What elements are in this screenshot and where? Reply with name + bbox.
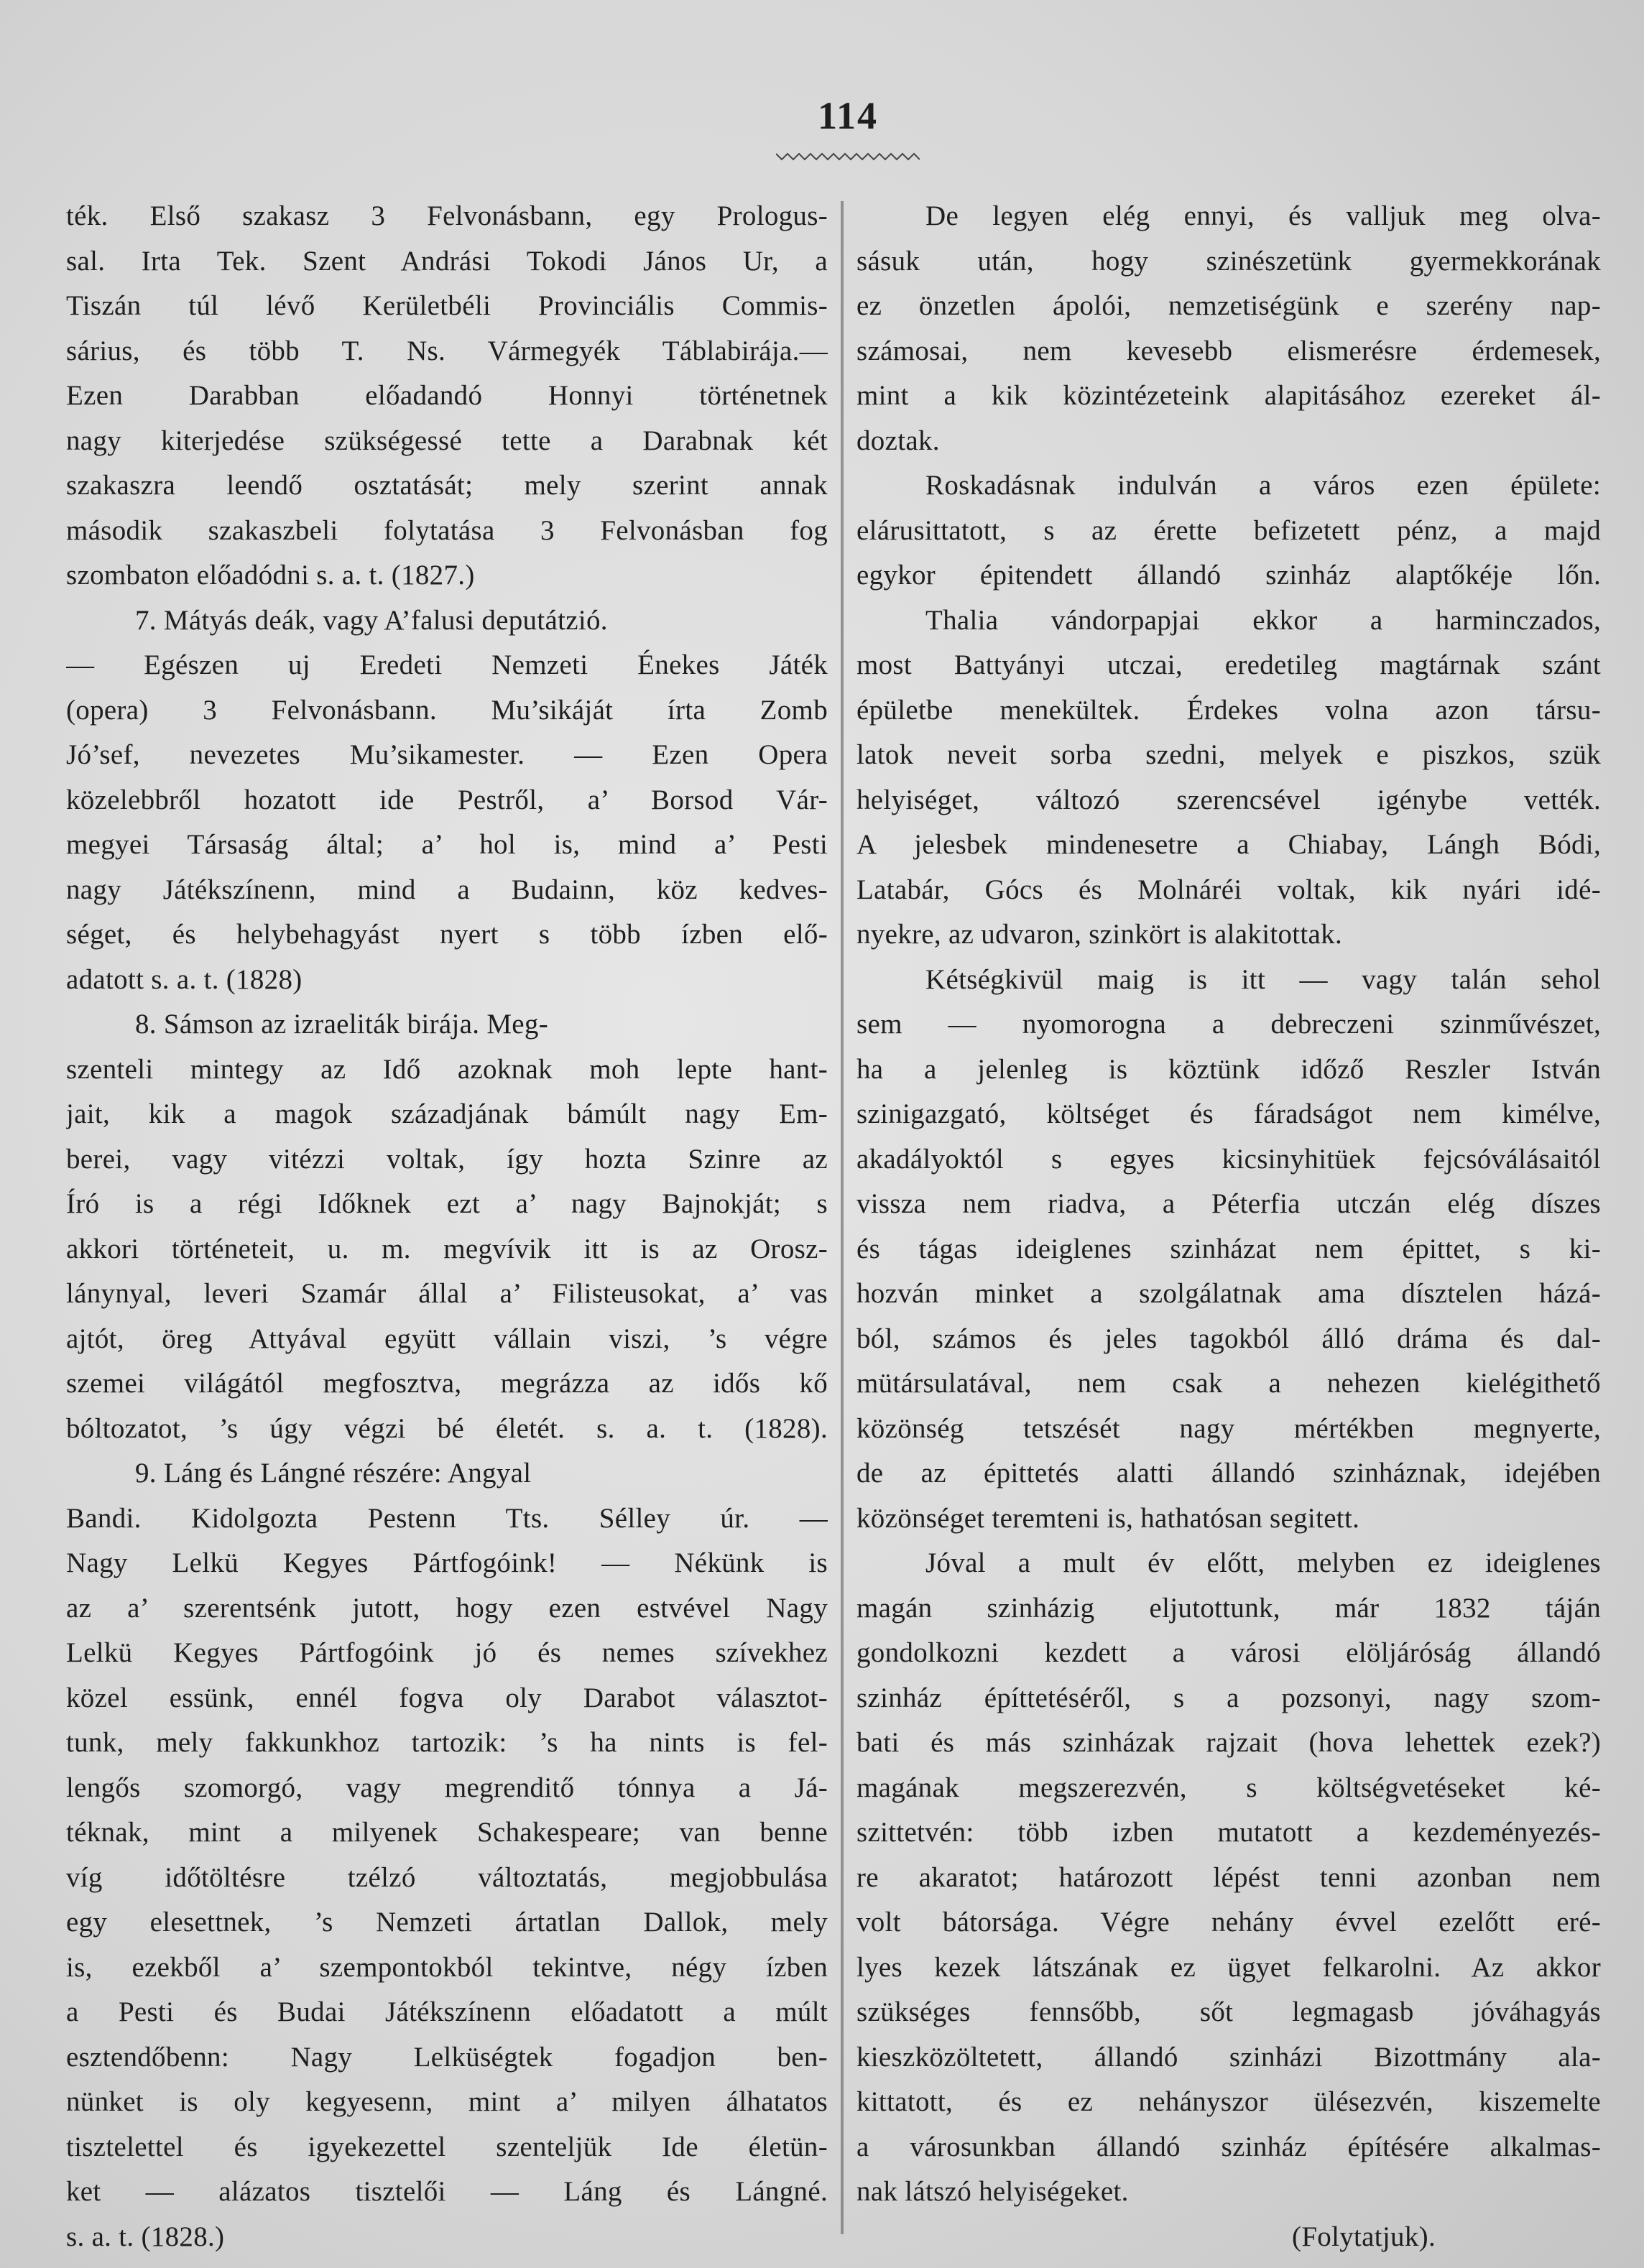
text-line: számosai, nem kevesebb elismerésre érdemesek, xyxy=(856,335,1601,366)
text-line: Jó’sef, nevezetes Mu’sikamester. — Ezen Opera xyxy=(66,739,828,770)
text-line: nünket is oly kegyesenn, mint a’ milyen álhatatos xyxy=(66,2086,828,2117)
text-line: gondolkozni kezdett a városi elöljáróság állandó xyxy=(856,1637,1601,1668)
text-line: Író is a régi Időknek ezt a’ nagy Bajnokját; s xyxy=(66,1188,828,1219)
text-line: nyekre, az udvaron, szinkört is alakitottak. xyxy=(856,919,1342,950)
text-line: tunk, mely fakkunkhoz tartozik: ’s ha nints is fel- xyxy=(66,1727,828,1758)
column-divider xyxy=(841,201,844,2234)
text-line: 8. Sámson az izraeliták birája. Meg- xyxy=(135,1009,549,1040)
text-line: közönséget teremteni is, hathatósan segitett. xyxy=(856,1502,1360,1534)
text-line: szittetvén: több izben mutatott a kezdeményezés- xyxy=(856,1817,1601,1848)
left-column xyxy=(66,194,828,2259)
text-line: Jóval a mult év előtt, melyben ez ideiglenes xyxy=(925,1547,1601,1578)
text-line: közelebbről hozatott ide Pestről, a’ Borsod Vár- xyxy=(66,784,828,815)
text-line: kieszközöltetett, állandó szinházi Bizottmány ala- xyxy=(856,2041,1601,2073)
text-line: lengős szomorgó, vagy megrenditő tónnya a Já- xyxy=(66,1772,828,1803)
text-line: víg időtöltésre tzélzó változtatás, megjobbulása xyxy=(66,1861,828,1893)
text-line: helyiséget, változó szerencsével igénybe vették. xyxy=(856,784,1601,815)
text-line: közel essünk, ennél fogva oly Darabot választot- xyxy=(66,1682,828,1713)
text-line: séget, és helybehagyást nyert s több ízben elő- xyxy=(66,919,828,950)
text-line: megyei Társaság által; a’ hol is, mind a’ Pesti xyxy=(66,829,828,860)
text-line: 9. Láng és Lángné részére: Angyal xyxy=(135,1458,532,1489)
text-line: az a’ szerentsénk jutott, hogy ezen estvével Nagy xyxy=(66,1592,828,1624)
text-line: 7. Mátyás deák, vagy A’falusi deputátzió. xyxy=(135,604,608,636)
text-line: ték. Első szakasz 3 Felvonásbann, egy Prologus- xyxy=(66,200,828,231)
text-line: szombaton előadódni s. a. t. (1827.) xyxy=(66,560,475,591)
text-line: s. a. t. (1828.) xyxy=(66,2221,225,2252)
text-line: épületbe menekültek. Érdekes volna azon társu- xyxy=(856,694,1601,726)
text-line: — Egészen uj Eredeti Nemzeti Énekes Játék xyxy=(66,649,828,680)
text-line: ha a jelenleg is köztünk időző Reszler István xyxy=(856,1053,1601,1085)
text-line: is, ezekből a’ szempontokból tekintve, négy ízben xyxy=(66,1951,828,1983)
text-line: egykor épitendett állandó szinház alaptőkéje lőn. xyxy=(856,560,1601,591)
text-line: egy elesettnek, ’s Nemzeti ártatlan Dallok, mely xyxy=(66,1907,828,1938)
text-line: ez önzetlen ápolói, nemzetiségünk e szerény nap- xyxy=(856,290,1601,321)
text-line: De legyen elég ennyi, és valljuk meg olva- xyxy=(925,200,1601,231)
text-line: szinház építtetéséről, s a pozsonyi, nagy szom- xyxy=(856,1682,1601,1713)
text-line: re akaratot; határozott lépést tenni azonban nem xyxy=(856,1861,1601,1893)
text-line: Roskadásnak indulván a város ezen épülete: xyxy=(925,470,1601,501)
ornament-rule xyxy=(776,149,920,164)
text-line: magán szinházig eljutottunk, már 1832 táján xyxy=(856,1592,1601,1624)
text-line: de az épittetés alatti állandó szinháznak, idejében xyxy=(856,1458,1601,1489)
text-line: a városunkban állandó szinház építésére alkalmas- xyxy=(856,2131,1601,2162)
text-line: doztak. xyxy=(856,425,940,456)
text-line: kittatott, és ez nehányszor ülésezvén, kiszemelte xyxy=(856,2086,1601,2117)
text-line: nagy kiterjedése szükségessé tette a Darabnak két xyxy=(66,425,828,456)
text-line: második szakaszbeli folytatása 3 Felvonásban fog xyxy=(66,514,828,546)
text-line: vissza nem riadva, a Péterfia utczán elég díszes xyxy=(856,1188,1601,1219)
text-line: ból, számos és jeles tagokból álló dráma és dal- xyxy=(856,1323,1601,1354)
text-line: közönség tetszését nagy mértékben megnyerte, xyxy=(856,1412,1601,1444)
text-line: sásuk után, hogy szinészetünk gyermekkorának xyxy=(856,245,1601,277)
text-line: szemei világától megfosztva, megrázza az idős kő xyxy=(66,1368,828,1399)
text-line: akkori történeteit, u. m. megvívik itt is az Orosz- xyxy=(66,1233,828,1264)
text-line: téknak, mint a milyenek Schakespeare; van benne xyxy=(66,1817,828,1848)
text-line: (Folytatjuk). xyxy=(1292,2221,1436,2252)
text-line: Lelkü Kegyes Pártfogóink jó és nemes szívekhez xyxy=(66,1637,828,1668)
text-line: szükséges fennsőbb, sőt legmagasb jóváhagyás xyxy=(856,1996,1601,2027)
text-line: hozván minket a szolgálatnak ama dísztelen házá- xyxy=(856,1278,1601,1309)
text-line: Thalia vándorpapjai ekkor a harminczados, xyxy=(925,604,1601,636)
text-line: szenteli mintegy az Idő azoknak moh lepte hant- xyxy=(66,1053,828,1085)
page-number: 114 xyxy=(817,94,879,137)
text-line: szinigazgató, költséget és fáradságot nem kimélve, xyxy=(856,1098,1601,1129)
text-line: sal. Irta Tek. Szent Andrási Tokodi János Ur, a xyxy=(66,245,828,277)
text-line: ajtót, öreg Attyával együtt vállain viszi, ’s végre xyxy=(66,1323,828,1354)
text-line: Ezen Darabban előadandó Honnyi történetnek xyxy=(66,380,828,411)
text-line: adatott s. a. t. (1828) xyxy=(66,963,303,995)
text-line: sem — nyomorogna a debreczeni szinművészet, xyxy=(856,1009,1601,1040)
text-line: és tágas ideiglenes szinházat nem épittet, s ki- xyxy=(856,1233,1601,1264)
text-line: bati és más szinházak rajzait (hova lehettek ezek?) xyxy=(856,1727,1601,1758)
text-line: A jelesbek mindenesetre a Chiabay, Lángh Bódi, xyxy=(856,829,1601,860)
text-line: tisztelettel és igyekezettel szenteljük Ide életün- xyxy=(66,2131,828,2162)
text-line: lyes kezek látszának ez ügyet felkarolni. Az akkor xyxy=(856,1951,1601,1983)
text-line: lánynyal, leveri Szamár állal a’ Filisteusokat, a’ vas xyxy=(66,1278,828,1309)
text-line: akadályoktól s egyes kicsinyhitüek fejcsóválásaitól xyxy=(856,1143,1601,1175)
text-line: berei, vagy vitézzi voltak, így hozta Szinre az xyxy=(66,1143,828,1175)
text-line: elárusittatott, s az érette befizetett pénz, a majd xyxy=(856,514,1601,546)
text-line: Nagy Lelkü Kegyes Pártfogóink! — Nékünk is xyxy=(66,1547,828,1578)
text-line: Bandi. Kidolgozta Pestenn Tts. Sélley úr. — xyxy=(66,1502,828,1534)
text-line: Tiszán túl lévő Kerületbéli Provinciális Commis- xyxy=(66,290,828,321)
text-line: magának megszerezvén, s költségvetéseket ké- xyxy=(856,1772,1601,1803)
text-line: mint a kik közintézeteink alapitásához ezereket ál- xyxy=(856,380,1601,411)
text-line: mütársulatával, nem csak a nehezen kielégithető xyxy=(856,1368,1601,1399)
text-line: nak látszó helyiségeket. xyxy=(856,2176,1129,2207)
text-line: nagy Játékszínenn, mind a Budainn, köz kedves- xyxy=(66,874,828,905)
text-line: most Battyányi utczai, eredetileg magtárnak szánt xyxy=(856,649,1601,680)
text-line: volt bátorsága. Végre nehány évvel ezelőtt eré- xyxy=(856,1907,1601,1938)
text-line: szakaszra leendő osztatását; mely szerint annak xyxy=(66,470,828,501)
text-line: Latabár, Gócs és Molnáréi voltak, kik nyári idé- xyxy=(856,874,1601,905)
text-line: jait, kik a magok századjának bámúlt nagy Em- xyxy=(66,1098,828,1129)
right-column xyxy=(856,194,1601,2259)
text-line: sárius, és több T. Ns. Vármegyék Táblabirája.— xyxy=(66,335,828,366)
text-line: ket — alázatos tisztelői — Láng és Lángné. xyxy=(66,2176,828,2207)
text-line: a Pesti és Budai Játékszínenn előadatott a múlt xyxy=(66,1996,828,2027)
text-line: bóltozatot, ’s úgy végzi bé életét. s. a. t. (1828). xyxy=(66,1412,828,1444)
text-line: Kétségkivül maig is itt — vagy talán sehol xyxy=(925,963,1601,995)
text-line: latok neveit sorba szedni, melyek e piszkos, szük xyxy=(856,739,1601,770)
text-line: esztendőbenn: Nagy Lelküségtek fogadjon ben- xyxy=(66,2041,828,2073)
text-line: (opera) 3 Felvonásbann. Mu’sikáját írta Zomb xyxy=(66,694,828,726)
